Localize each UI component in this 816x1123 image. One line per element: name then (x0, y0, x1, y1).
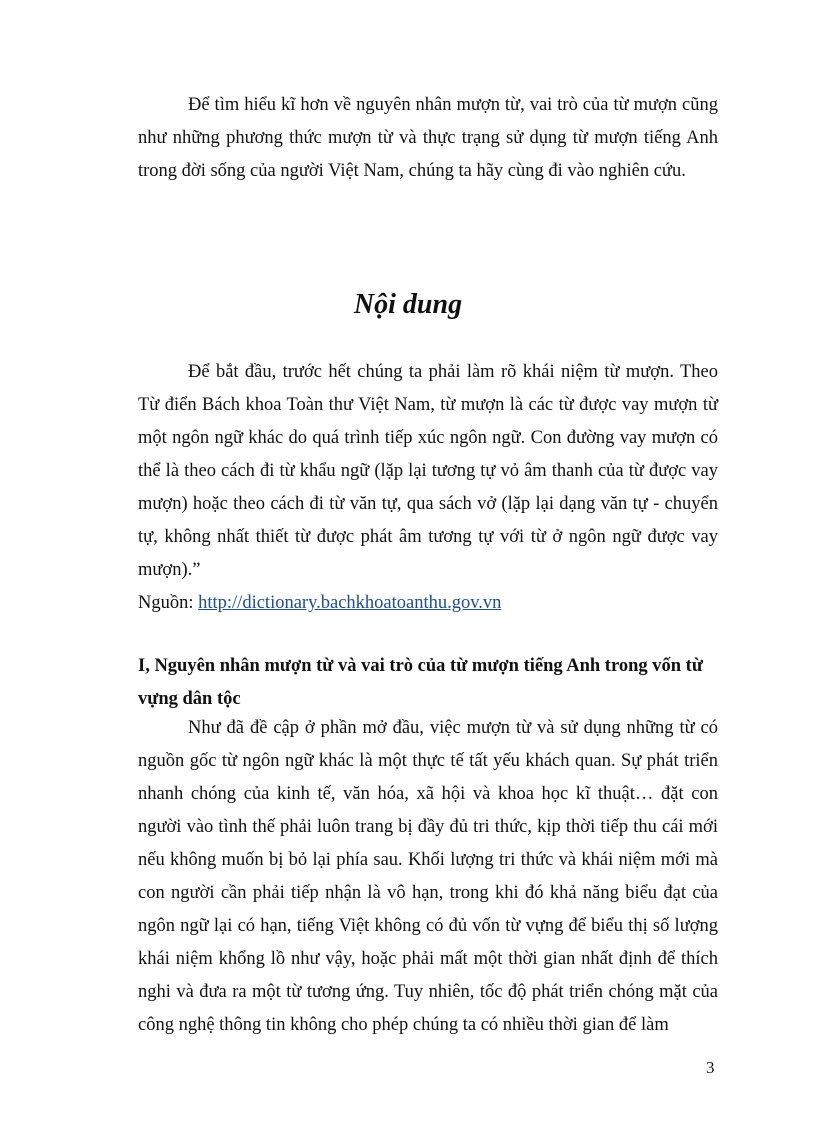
page-number: 3 (706, 1058, 715, 1077)
intro-paragraph: Để tìm hiểu kĩ hơn về nguyên nhân mượn từ, vai trò của từ mượn cũng như những phương thức mượn từ và thực trạng sử dụng từ mượn tiếng Anh trong đời sống của người Việt Nam, chúng ta hãy cùng đi vào nghiên cứu. (138, 95, 718, 181)
source-line (138, 587, 501, 620)
section-body-paragraph: Như đã đề cập ở phần mở đầu, việc mượn từ và sử dụng những từ có nguồn gốc từ ngôn ngữ khác là một thực tế tất yếu khách quan. Sự phát triển nhanh chóng của kinh tế, văn hóa, xã hội và khoa học kĩ thuật… đặt con người vào tình thế phải luôn trang bị đầy đủ tri thức, kịp thời tiếp thu cái mới nếu không muốn bị bỏ lại phía sau. Khối lượng tri thức và khái niệm mới mà con người cần phải tiếp nhận là vô hạn, trong khi đó khả năng biểu đạt của ngôn ngữ lại có hạn, tiếng Việt không có đủ vốn từ vựng để biểu thị số lượng khái niệm khổng lồ như vậy, hoặc phải mất một thời gian nhất định để thích nghi và đưa ra một từ tương ứng. Tuy nhiên, tốc độ phát triển chóng mặt của công nghệ thông tin không cho phép chúng ta có nhiều thời gian để làm (138, 718, 718, 1035)
source-label: Nguồn: (138, 593, 194, 613)
section-title: Nội dung (353, 289, 463, 320)
definition-paragraph: Để bắt đầu, trước hết chúng ta phải làm rõ khái niệm từ mượn. Theo Từ điển Bách khoa Toàn thư Việt Nam, từ mượn là các từ được vay mượn từ một ngôn ngữ khác do quá trình tiếp xúc ngôn ngữ. Con đường vay mượn có thể là theo cách đi từ khẩu ngữ (lặp lại tương tự vỏ âm thanh của từ được vay mượn) hoặc theo cách đi từ văn tự, qua sách vở (lặp lại dạng văn tự - chuyển tự, không nhất thiết từ được phát âm tương tự với từ ở ngôn ngữ được vay mượn).” (138, 362, 718, 580)
source-link[interactable]: http://dictionary.bachkhoatoanthu.gov.vn (198, 593, 502, 613)
section-heading: I, Nguyên nhân mượn từ và vai trò của từ mượn tiếng Anh trong vốn từ vựng dân tộc (138, 656, 703, 709)
